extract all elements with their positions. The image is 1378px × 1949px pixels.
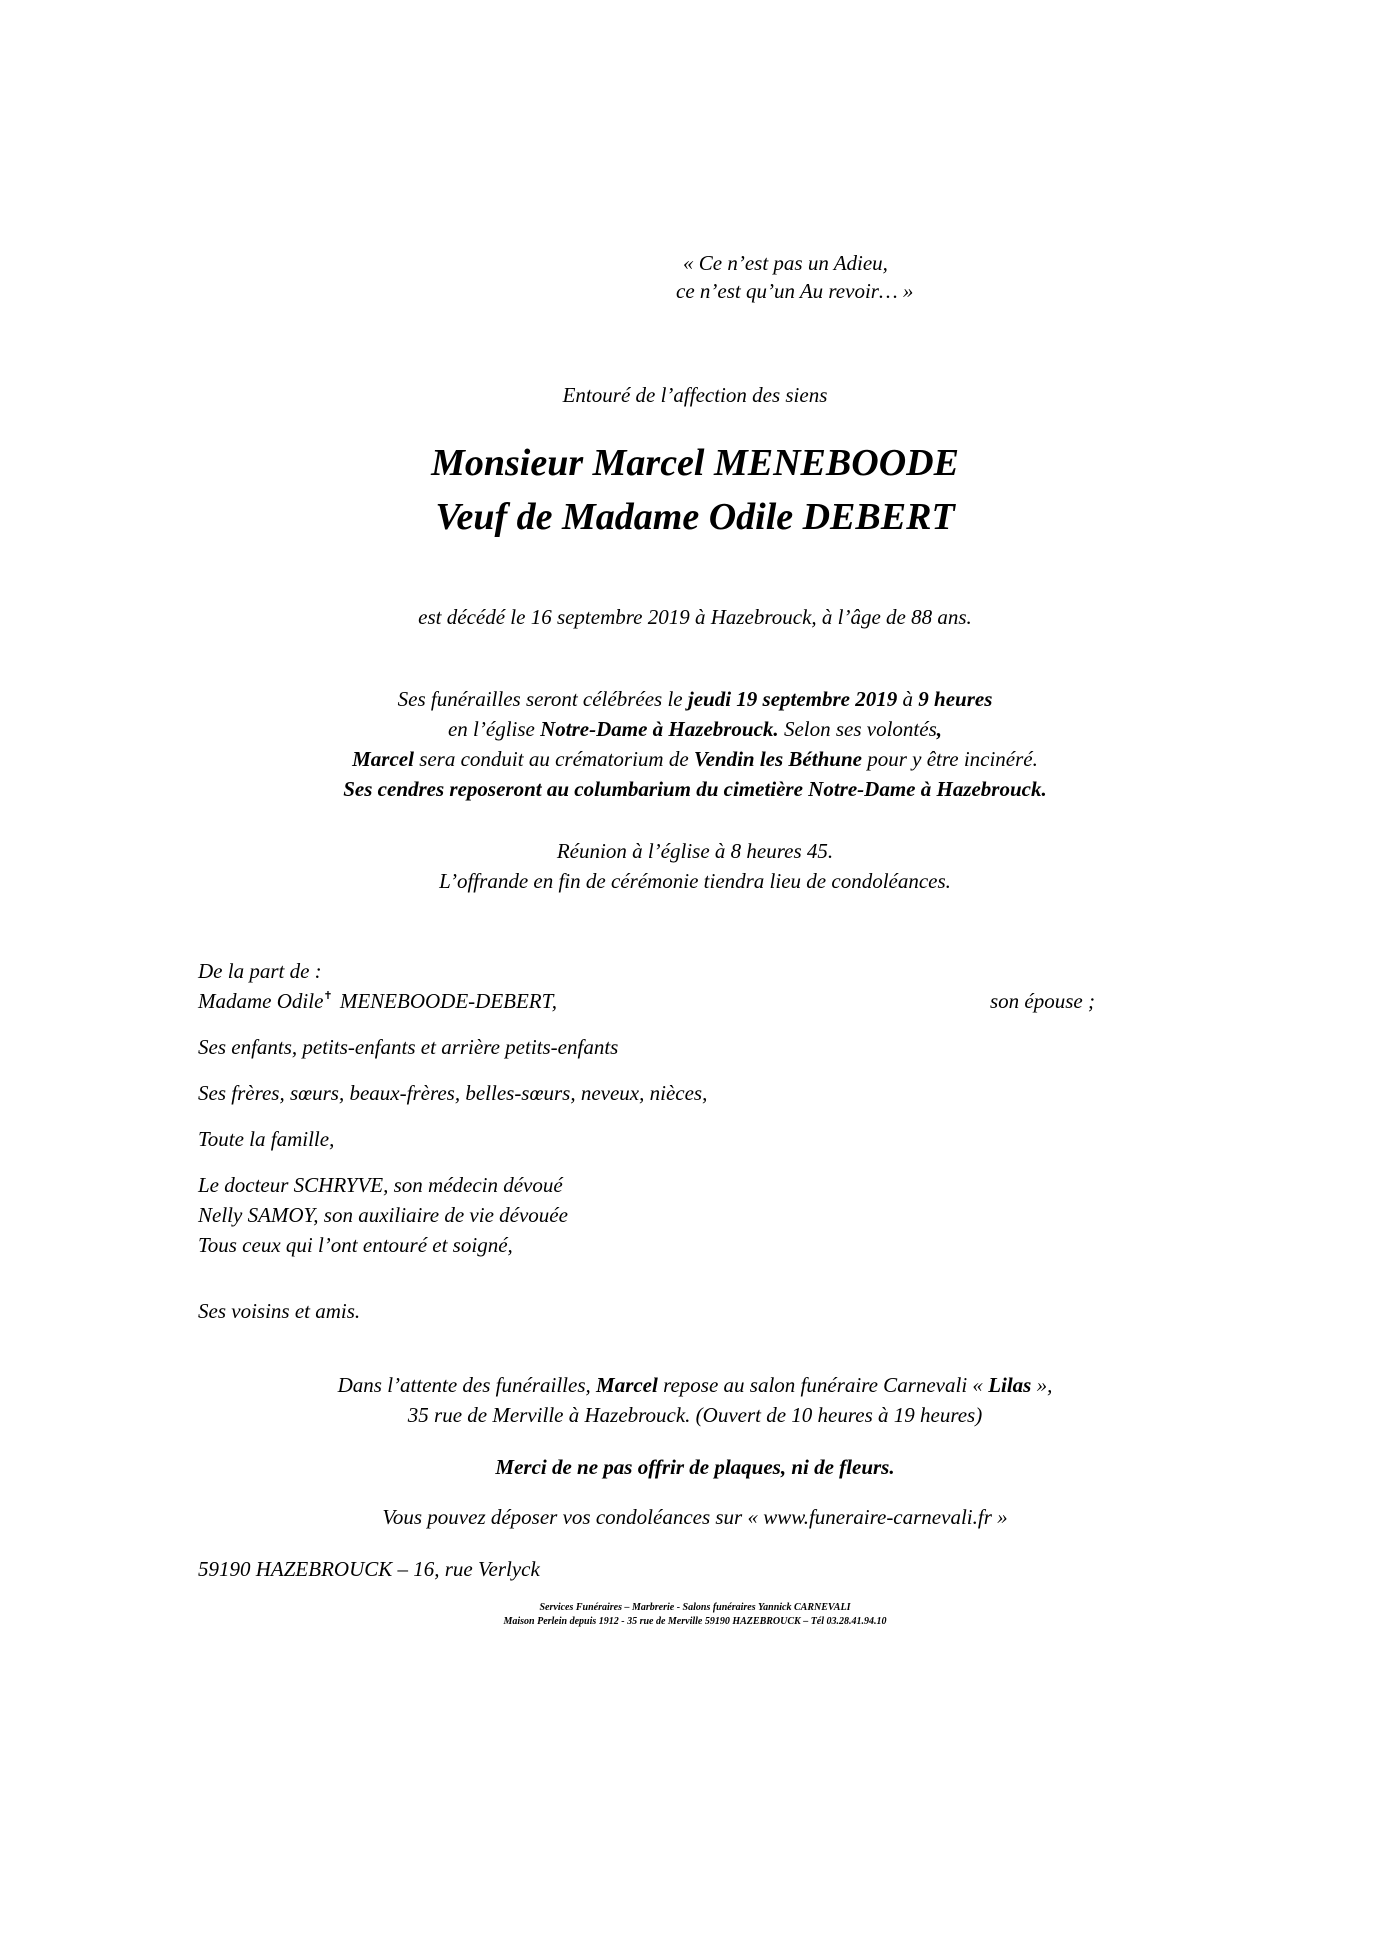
death-notice: est décédé le 16 septembre 2019 à Hazebrouck, à l’âge de 88 ans. [418, 605, 972, 629]
intro-line: Entouré de l’affection des siens [562, 383, 828, 407]
rest-line-1 [6, 1370, 1378, 1400]
church-name: Notre-Dame à Hazebrouck. [540, 717, 779, 741]
funeral-date: jeudi 19 septembre 2019 [687, 687, 898, 711]
ashes-note: Ses cendres reposeront au columbarium du cimetière Notre-Dame à Hazebrouck. [343, 777, 1047, 801]
funeral-text: à [897, 687, 919, 711]
salon-name: Lilas [988, 1373, 1032, 1397]
condolences-line: Vous pouvez déposer vos condoléances sur « www.funeraire-carnevali.fr » [382, 1505, 1008, 1529]
funeral-line-4 [6, 774, 1378, 804]
meeting-line-1: Réunion à l’église à 8 heures 45. [556, 839, 834, 863]
rest-text: repose au salon funéraire Carnevali « [657, 1373, 989, 1397]
assistant-line: Nelly SAMOY, son auxiliaire de vie dévouée [198, 1203, 568, 1227]
no-flowers-text: Merci de ne pas offrir de plaques, ni de fleurs. [495, 1455, 895, 1479]
from-label: De la part de : [198, 959, 322, 983]
first-name: Marcel [596, 1373, 658, 1397]
quote-line-1: « Ce n’est pas un Adieu, [683, 251, 888, 275]
funeral-line-3 [6, 744, 1378, 774]
spouse-last-name: MENEBOODE-DEBERT, [334, 989, 558, 1013]
no-flowers-line [6, 1452, 1378, 1482]
rest-line-2: 35 rue de Merville à Hazebrouck. (Ouvert de 10 heures à 19 heures) [407, 1403, 983, 1427]
funeral-line-2 [6, 714, 1378, 744]
rest-text: Dans l’attente des funérailles, [337, 1373, 597, 1397]
widower-of: Veuf de Madame Odile DEBERT [435, 496, 955, 538]
rest-text: », [1031, 1373, 1053, 1397]
footer-line-2: Maison Perlein depuis 1912 - 35 rue de Merville 59190 HAZEBROUCK – Tél 03.28.41.94.10 [503, 1616, 887, 1627]
funeral-text: pour y être incinéré. [861, 747, 1038, 771]
funeral-time: 9 heures [918, 687, 993, 711]
first-name: Marcel [352, 747, 414, 771]
children-line: Ses enfants, petits-enfants et arrière petits-enfants [198, 1035, 619, 1059]
funeral-text: sera conduit au crématorium de [413, 747, 694, 771]
neighbours-line: Ses voisins et amis. [198, 1299, 361, 1323]
funeral-text: Selon ses volontés [778, 717, 937, 741]
caregivers-line: Tous ceux qui l’ont entouré et soigné, [198, 1233, 513, 1257]
family-line: Toute la famille, [198, 1127, 335, 1151]
funeral-comma: , [936, 717, 942, 741]
funeral-text: Ses funérailles seront célébrées le [397, 687, 688, 711]
spouse-role: son épouse ; [990, 989, 1095, 1013]
crematorium-place: Vendin les Béthune [693, 747, 862, 771]
funeral-line-1 [6, 684, 1378, 714]
siblings-line: Ses frères, sœurs, beaux-frères, belles-sœurs, neveux, nièces, [198, 1081, 708, 1105]
address-line: 59190 HAZEBROUCK – 16, rue Verlyck [198, 1557, 540, 1581]
spouse-line [198, 986, 557, 1020]
footer-line-1: Services Funéraires – Marbrerie - Salons funéraires Yannick CARNEVALI [539, 1602, 851, 1613]
doctor-line: Le docteur SCHRYVE, son médecin dévoué [198, 1173, 563, 1197]
deceased-name: Monsieur Marcel MENEBOODE [431, 442, 959, 484]
spouse-first-name: Madame Odile [198, 989, 324, 1013]
cross-icon: ✝ [323, 990, 333, 1002]
quote-line-2: ce n’est qu’un Au revoir… » [676, 279, 914, 303]
meeting-line-2: L’offrande en fin de cérémonie tiendra lieu de condoléances. [439, 869, 951, 893]
funeral-text: en l’église [447, 717, 541, 741]
